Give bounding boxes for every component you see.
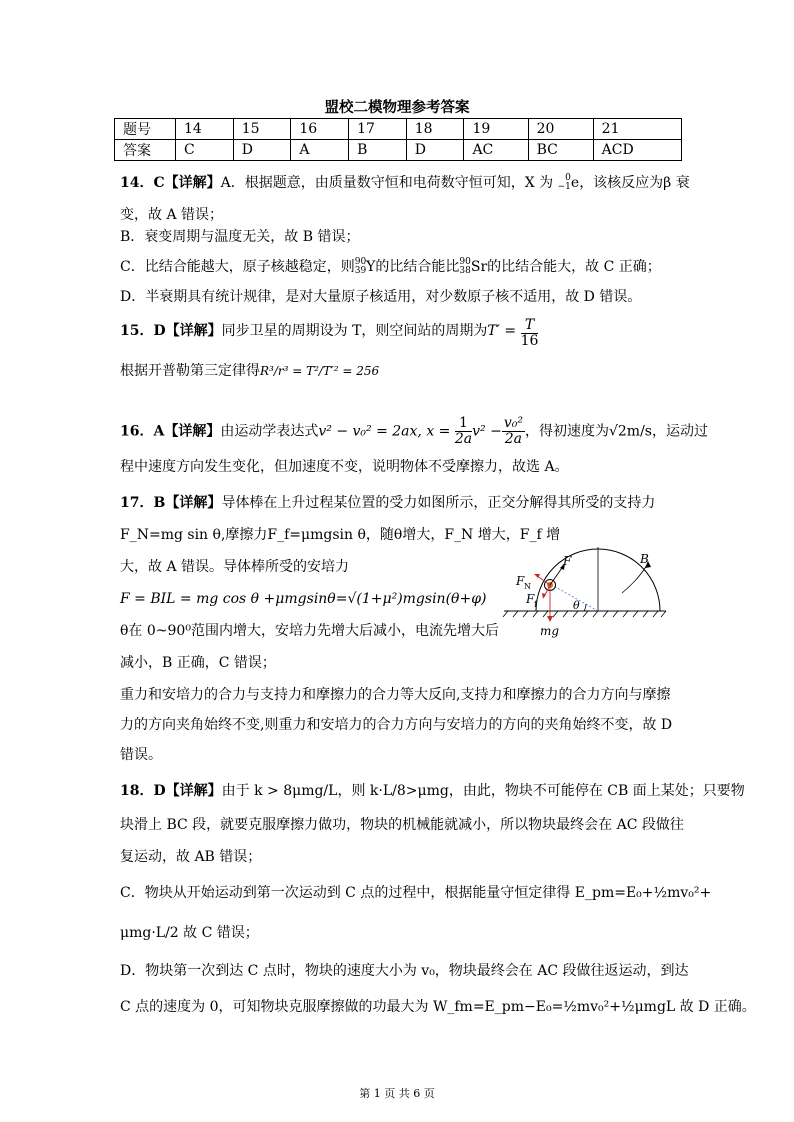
charge-number: 39 (354, 266, 367, 276)
q17-line-5: θ在 0~90⁰范围内增大，安培力先增大后减小，电流先增大后 (120, 623, 499, 639)
page-footer: 第 1 页 共 6 页 (359, 1087, 435, 1100)
label-ff-sub: f (534, 600, 537, 609)
numerator: 1 (455, 416, 472, 432)
text: 同步卫星的周期设为 T，则空间站的周期为 (221, 323, 488, 339)
label-b: B (640, 552, 649, 566)
table-cell: BC (528, 140, 593, 161)
nuclide-symbol: Y (366, 259, 376, 275)
formula: v² − v₀² = 2ax, x = (318, 423, 451, 440)
table-cell: C (176, 140, 234, 161)
table-cell: 21 (593, 119, 681, 140)
q14-line-1 (120, 174, 690, 192)
q18-line-4: C．物块从开始运动到第一次运动到 C 点的过程中，根据能量守恒定律得 E_pm=E₀+½mv₀²+ (120, 885, 712, 901)
label-ff: F (526, 592, 535, 606)
numerator: v₀² (503, 415, 523, 431)
text: 根据开普勒第三定律得 (120, 363, 260, 379)
text: 由运动学表达式 (220, 423, 319, 440)
table-cell: ACD (593, 140, 681, 161)
nuclide-index (355, 258, 366, 276)
label-fn: F (516, 574, 525, 588)
table-cell: 17 (349, 119, 407, 140)
text: A．根据题意，由质量数守恒和电荷数守恒可知，X 为 (220, 175, 554, 191)
q17-line-1 (120, 494, 655, 512)
label-fn-sub: N (524, 582, 531, 591)
friction-arrowhead (542, 593, 546, 599)
table-cell: 15 (233, 119, 291, 140)
detail-tag: 【详解】 (164, 175, 221, 191)
ground-hatch (503, 611, 666, 617)
text: ，该核反应为β 衰 (579, 175, 690, 191)
fraction (521, 318, 539, 349)
nuclide-symbol: e (570, 175, 580, 191)
question-number: 18．D (120, 783, 166, 799)
denominator: 2a (454, 431, 473, 447)
q18-line-3: 复运动，故 AB 错误； (120, 849, 262, 865)
table-cell: 19 (464, 119, 528, 140)
text: 的比结合能比 (375, 259, 460, 275)
nuclide-index (558, 174, 571, 192)
table-cell: 16 (291, 119, 349, 140)
charge-number: −1 (557, 182, 571, 192)
angle-arc (584, 604, 586, 611)
detail-tag: 【详解】 (164, 423, 221, 440)
denominator: 2a (504, 431, 523, 447)
table-cell: A (291, 140, 349, 161)
answer-table (114, 118, 682, 161)
q17-line-3: 大，故 A 错误。导体棒所受的安培力 (120, 559, 350, 575)
table-cell: 答案 (115, 140, 176, 161)
fraction (455, 416, 472, 447)
label-mg: mg (540, 624, 560, 638)
q16-line-1 (120, 416, 708, 447)
formula: v² − (472, 423, 502, 440)
question-number: 17．B (120, 495, 166, 511)
page-title: 盟校二模物理参考答案 (324, 99, 470, 116)
gravity-arrowhead (547, 616, 553, 622)
q18-line-5: μmg·L/2 故 C 错误； (120, 925, 259, 941)
text: 的比结合能大，故 C 正确； (487, 259, 661, 275)
table-cell: AC (464, 140, 528, 161)
nuclide-index (459, 258, 470, 276)
q17-line-8: 力的方向夹角始终不变,则重力和安培力的合力方向与安培力的方向的夹角始终不变，故 D (120, 717, 673, 733)
detail-tag: 【详解】 (165, 323, 222, 339)
charge-number: 38 (459, 266, 471, 276)
question-number: 14．C (120, 175, 165, 191)
q17-line-4: F = BIL = mg cos θ +μmgsinθ=√(1+μ²)mgsin(θ+φ) (120, 591, 487, 607)
table-cell: D (406, 140, 464, 161)
q17-line-7: 重力和安培力的合力与支持力和摩擦力的合力等大反向,支持力和摩擦力的合力方向与摩擦 (120, 687, 671, 703)
detail-tag: 【详解】 (165, 783, 222, 799)
text: ，得初速度为√2m/s，运动过 (524, 423, 708, 440)
label-theta: θ (573, 599, 580, 612)
table-cell: 20 (528, 119, 593, 140)
q16-line-2: 程中速度方向发生变化，但加速度不变，说明物体不受摩擦力，故选 A。 (120, 459, 569, 475)
q14-line-4 (120, 258, 661, 276)
mass-number: 90 (459, 257, 471, 267)
formula: R³/r³ = T²/T′² = 256 (260, 364, 380, 378)
field-arrow (622, 563, 648, 593)
q14-line-5: D．半衰期具有统计规律，是对大量原子核适用，对少数原子核不适用，故 D 错误。 (120, 289, 642, 305)
table-cell: 题号 (115, 119, 176, 140)
question-number: 15．D (120, 323, 166, 339)
table-cell: 14 (176, 119, 234, 140)
q17-line-6: 减小，B 正确，C 错误； (120, 655, 276, 671)
table-cell: 18 (406, 119, 464, 140)
table-cell: B (349, 140, 407, 161)
mass-number: 0 (565, 173, 571, 183)
question-number: 16．A (120, 423, 165, 440)
q15-line-1 (120, 318, 538, 349)
table-cell: D (233, 140, 291, 161)
q18-line-1 (120, 782, 745, 800)
q18-line-6: D．物块第一次到达 C 点时，物块的速度大小为 v₀，物块最终会在 AC 段做往返运动，到达 (120, 963, 689, 979)
q14-line-2: 变，故 A 错误； (120, 207, 224, 223)
q15-line-2 (120, 362, 379, 380)
q17-line-9: 错误。 (120, 747, 162, 763)
numerator: T (521, 318, 539, 334)
force-diagram (500, 523, 670, 638)
text: 导体棒在上升过程某位置的受力如图所示，正交分解得其所受的支持力 (221, 495, 656, 511)
formula: T′ = (487, 323, 517, 339)
q14-line-3: B．衰变周期与温度无关，故 B 错误； (120, 229, 360, 245)
table-row (115, 140, 682, 161)
q17-line-2: F_N=mg sin θ,摩擦力F_f=μmgsin θ，随θ增大，F_N 增大，F_f 增 (120, 527, 561, 543)
label-f: F (563, 554, 572, 568)
denominator: 16 (520, 333, 539, 349)
mass-number: 90 (354, 257, 367, 267)
q18-line-7: C 点的速度为 0，可知物块克服摩擦做的功最大为 W_fm=E_pm−E₀=½mv₀²+½μmgL 故 D 正确。 (120, 999, 756, 1015)
q18-line-2: 块滑上 BC 段，就要克服摩擦力做功，物块的机械能就减小，所以物块最终会在 AC 段做往 (120, 817, 684, 833)
nuclide-symbol: Sr (470, 259, 488, 275)
text: 由于 k > 8μmg/L，则 k·L/8>μmg，由此，物块不可能停在 CB 面上某处；只要物 (221, 783, 745, 799)
detail-tag: 【详解】 (165, 495, 222, 511)
fraction (502, 416, 525, 447)
text: C．比结合能越大，原子核越稳定，则 (120, 259, 355, 275)
table-row (115, 119, 682, 140)
